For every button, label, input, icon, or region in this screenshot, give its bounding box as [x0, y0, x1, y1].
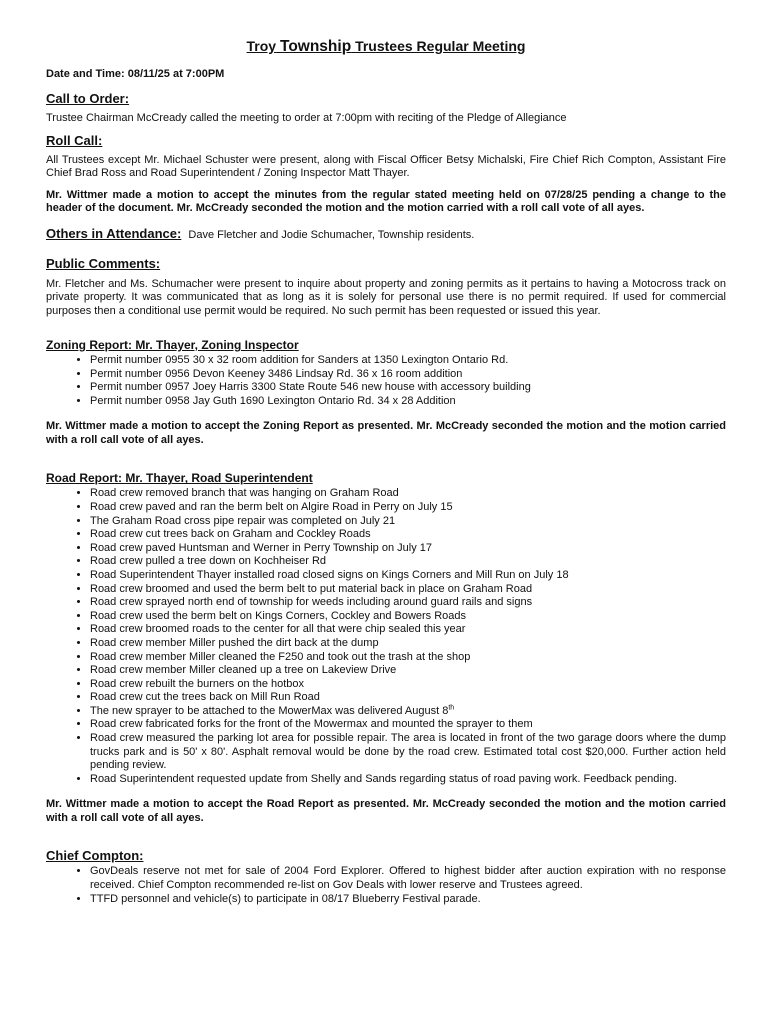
- section-road-report: [46, 469, 726, 825]
- call-to-order-text: Trustee Chairman McCready called the meeting to order at 7:00pm with reciting of the Pledge of Allegiance: [46, 112, 567, 124]
- title-part-troy: Troy: [246, 38, 277, 54]
- section-public-comments: [46, 255, 726, 319]
- list-item: • Road crew cut trees back on Graham and Cockley Roads: [90, 528, 726, 542]
- meeting-minutes-page: [46, 38, 726, 906]
- call-to-order-heading: Call to Order:: [46, 91, 130, 106]
- road-report-heading: Road Report: Mr. Thayer, Road Superintendent: [46, 471, 313, 486]
- others-text: Dave Fletcher and Jodie Schumacher, Township residents.: [188, 228, 475, 241]
- list-item: • Road crew pulled a tree down on Kochheiser Rd: [90, 555, 726, 569]
- list-item: • Road crew measured the parking lot area for possible repair. The area is located in front of the two garage doors where the dump trucks park and is 50' x 80'. Asphalt removal would be done by the road crew. Estimated total cost $20,000. Further action held pending review.: [90, 732, 726, 773]
- public-comments-text: Mr. Fletcher and Ms. Schumacher were present to inquire about property and zoning permits as it pertains to having a Motocross track on private property. It was communicated that as long as it is solely for personal use there is no permit required. If used for commercial purposes then a conditional use permit would be required. No such permit has been requested or issued this year.: [46, 277, 726, 317]
- list-item: • Permit number 0955 30 x 32 room addition for Sanders at 1350 Lexington Ontario Rd.: [90, 354, 726, 368]
- list-item: • Road crew sprayed north end of township for weeds including around guard rails and signs: [90, 596, 726, 610]
- list-item: [90, 705, 726, 719]
- zoning-permit-list: [46, 354, 726, 408]
- title-part-trustees: Trustees Regular Meeting: [355, 38, 526, 54]
- list-item: • Road crew paved Huntsman and Werner in Perry Township on July 17: [90, 542, 726, 556]
- list-item: • The Graham Road cross pipe repair was completed on July 21: [90, 515, 726, 529]
- zoning-report-motion: Mr. Wittmer made a motion to accept the Zoning Report as presented. Mr. McCready seconded the motion and the motion carried with a roll call vote of all ayes.: [46, 420, 726, 446]
- list-item: • Road crew broomed roads to the center for all that were chip sealed this year: [90, 623, 726, 637]
- document-title: [46, 38, 726, 56]
- list-item: • Road crew paved and ran the berm belt on Algire Road in Perry on July 15: [90, 501, 726, 515]
- road-report-motion: Mr. Wittmer made a motion to accept the Road Report as presented. Mr. McCready seconded the motion and the motion carried with a roll call vote of all ayes.: [46, 798, 726, 824]
- section-roll-call: [46, 132, 726, 216]
- list-item: • TTFD personnel and vehicle(s) to participate in 08/17 Blueberry Festival parade.: [90, 893, 726, 907]
- list-item: • Road crew member Miller pushed the dirt back at the dump: [90, 637, 726, 651]
- list-item: • Road crew broomed and used the berm belt to put material back in place on Graham Road: [90, 583, 726, 597]
- list-item: • Permit number 0957 Joey Harris 3300 State Route 546 new house with accessory building: [90, 381, 726, 395]
- section-call-to-order: [46, 90, 726, 126]
- section-zoning-report: [46, 336, 726, 447]
- list-item: • GovDeals reserve not met for sale of 2004 Ford Explorer. Offered to highest bidder after auction expiration with no response received. Chief Compton recommended re-list on Gov Deals with lower reserve and Trustees agreed.: [90, 865, 726, 892]
- public-comments-heading: Public Comments:: [46, 255, 161, 271]
- list-item: • Road crew removed branch that was hanging on Graham Road: [90, 487, 726, 501]
- list-item: • Road Superintendent Thayer installed road closed signs on Kings Corners and Mill Run on July 18: [90, 569, 726, 583]
- sprayer-item-text: The new sprayer to be attached to the MowerMax was delivered August 8: [90, 704, 449, 717]
- meeting-date-time: Date and Time: 08/11/25 at 7:00PM: [46, 68, 225, 80]
- list-item: • Road crew rebuilt the burners on the hotbox: [90, 678, 726, 692]
- list-item: • Permit number 0956 Devon Keeney 3486 Lindsay Rd. 36 x 16 room addition: [90, 368, 726, 382]
- chief-compton-list: [46, 865, 726, 906]
- road-report-list: [46, 487, 726, 786]
- list-item: • Road crew fabricated forks for the front of the Mowermax and mounted the sprayer to them: [90, 718, 726, 732]
- list-item: • Road crew member Miller cleaned the F250 and took out the trash at the shop: [90, 651, 726, 665]
- sprayer-item-sup: th: [448, 704, 455, 712]
- list-item: • Road crew member Miller cleaned up a tree on Lakeview Drive: [90, 664, 726, 678]
- others-heading: Others in Attendance:: [46, 225, 182, 241]
- list-item: • Permit number 0958 Jay Guth 1690 Lexington Ontario Rd. 34 x 28 Addition: [90, 395, 726, 409]
- roll-call-motion: Mr. Wittmer made a motion to accept the minutes from the regular stated meeting held on 07/28/25 pending a change to the header of the document. Mr. McCready seconded the motion and the motion carried with a roll call vote of all ayes.: [46, 188, 726, 214]
- roll-call-heading: Roll Call:: [46, 132, 103, 148]
- list-item: • Road Superintendent requested update from Shelly and Sands regarding status of road paving work. Feedback pending.: [90, 773, 726, 787]
- section-others-in-attendance: [46, 226, 726, 241]
- title-part-township: Township: [280, 38, 352, 55]
- roll-call-text: All Trustees except Mr. Michael Schuster were present, along with Fiscal Officer Betsy Michalski, Fire Chief Rich Compton, Assistant Fire Chief Brad Ross and Road Superintendent / Zoning Inspector Matt Thayer.: [46, 153, 726, 179]
- section-chief-compton: [46, 847, 726, 906]
- list-item: • Road crew cut the trees back on Mill Run Road: [90, 691, 726, 705]
- zoning-report-heading: Zoning Report: Mr. Thayer, Zoning Inspector: [46, 338, 299, 352]
- chief-compton-heading: Chief Compton:: [46, 848, 144, 864]
- list-item: • Road crew used the berm belt on Kings Corners, Cockley and Bowers Roads: [90, 610, 726, 624]
